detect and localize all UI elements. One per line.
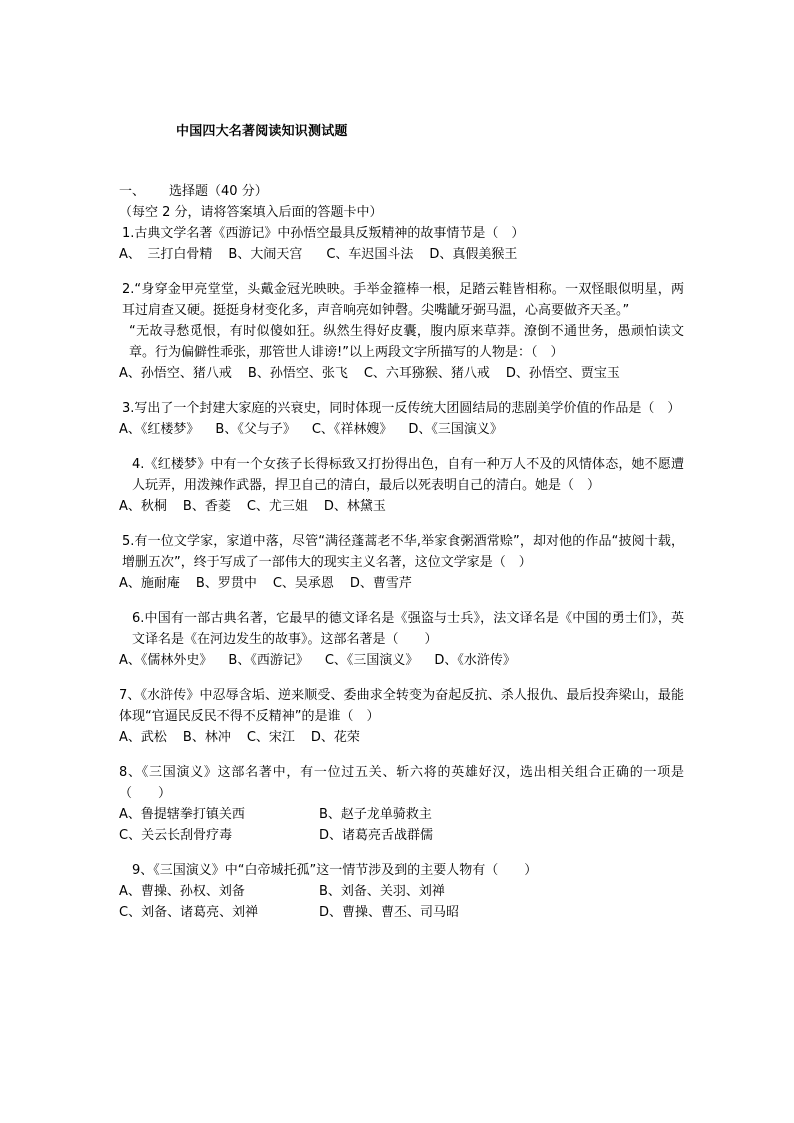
question-8-options (119, 804, 684, 846)
section-heading (119, 181, 684, 202)
question-9-option-c: C、刘备、诸葛亮、刘禅 (119, 905, 259, 920)
question-2-options (119, 363, 684, 384)
question-9-options (119, 881, 684, 923)
question-9-option-d: D、曹操、曹丕、司马昭 (319, 905, 460, 920)
question-4-option-c: C、尤三姐 (246, 499, 308, 514)
question-7-option-a: A、武松 (119, 730, 167, 745)
question-3-options (119, 419, 684, 440)
question-1-option-d: D、真假美猴王 (429, 247, 518, 262)
question-8-option-c: C、关云长刮骨疗毒 (119, 828, 233, 843)
question-3-option-d: D、《三国演义》 (408, 422, 503, 437)
question-6-option-d: D、《水浒传》 (434, 653, 516, 668)
question-1-options (119, 244, 684, 265)
question-1-option-b: B、大闹天宫 (228, 247, 303, 262)
question-2-option-c: C、六耳猕猴、猪八戒 (363, 366, 490, 381)
question-3-option-a: A、《红楼梦》 (119, 422, 200, 437)
question-4-options (119, 496, 684, 517)
question-3-option-c: C、《祥林嫂》 (311, 422, 393, 437)
question-2-option-b: B、孙悟空、张飞 (247, 366, 348, 381)
question-6-option-c: C、《三国演义》 (324, 653, 419, 668)
question-5-options (119, 573, 684, 594)
question-1-option-a: A、 三打白骨精 (119, 247, 213, 262)
question-9-stem: 9、《三国演义》中“白帝城托孤”这一情节涉及到的主要人物有（ ） (132, 863, 538, 878)
question-2-stem-continued: “无故寻愁觅恨，有时似傻如狂。纵然生得好皮囊，腹内原来草莽。潦倒不通世务，愚顽怕读文章。行为偏僻性乖张，那管世人诽谤!”以上两段文字所描写的人物是：（ ） (129, 324, 684, 360)
section-note: （每空 2 分，请将答案填入后面的答题卡中） (119, 205, 383, 220)
question-5-option-c: C、吴承恩 (272, 576, 334, 591)
question-5-option-b: B、罗贯中 (195, 576, 257, 591)
question-4-option-d: D、林黛玉 (323, 499, 386, 514)
question-9-option-b: B、刘备、关羽、刘禅 (319, 884, 445, 899)
question-8-option-b: B、赵子龙单骑救主 (319, 807, 432, 822)
question-5-option-d: D、曹雪芹 (349, 576, 412, 591)
question-1-option-c: C、车迟国斗法 (326, 247, 414, 262)
question-5-option-a: A、施耐庵 (119, 576, 180, 591)
question-7-stem: 7、《水浒传》中忍辱含垢、逆来顺受、委曲求全转变为奋起反抗、杀人报仇、最后投奔梁山，最能体现“官逼民反民不得不反精神”的是谁（ ） (119, 688, 684, 724)
question-6-option-a: A、《儒林外史》 (119, 653, 213, 668)
question-8-stem: 8、《三国演义》这部名著中，有一位过五关、斩六将的英雄好汉，选出相关组合正确的一项是（ ） (119, 765, 684, 801)
question-7-option-d: D、花荣 (310, 730, 360, 745)
question-4-option-b: B、香菱 (182, 499, 231, 514)
section-name: 选择题（40 分） (169, 184, 268, 199)
question-2-stem: 2.“身穿金甲亮堂堂，头戴金冠光映映。手举金箍棒一根，足踏云鞋皆相称。一双怪眼似明星，两耳过肩查又硬。挺挺身材变化多，声音响亮如钟磬。尖嘴龇牙弼马温，心高要做齐天圣。” (122, 282, 684, 318)
question-7-options (119, 727, 684, 748)
question-6-option-b: B、《西游记》 (228, 653, 309, 668)
document-title: 中国四大名著阅读知识测试题 (176, 124, 348, 139)
question-6-stem: 6.中国有一部古典名著，它最早的德文译名是《强盗与士兵》，法文译名是《中国的勇士们》，英文译名是《在河边发生的故事》。这部名著是（ ） (132, 611, 684, 647)
question-8-option-a: A、鲁提辖拳打镇关西 (119, 807, 245, 822)
question-1-stem: 1.古典文学名著《西游记》中孙悟空最具反叛精神的故事情节是（ ） (122, 226, 525, 241)
question-4-option-a: A、秋桐 (119, 499, 167, 514)
question-5-stem: 5.有一位文学家，家道中落，尽管“满径蓬蒿老不华,举家食粥酒常赊”，却对他的作品“披阅十载，增删五次”，终于写成了一部伟大的现实主义名著，这位文学家是（ ） (122, 534, 684, 570)
question-7-option-c: C、宋江 (246, 730, 295, 745)
section-number: 一、 (119, 184, 146, 199)
question-6-options (119, 650, 684, 671)
question-4-stem: 4.《红楼梦》中有一个女孩子长得标致又打扮得出色，自有一种万人不及的风情体态，她不愿遭人玩弄，用泼辣作武器，捍卫自己的清白，最后以死表明自己的清白。她是（ ） (132, 457, 684, 493)
question-9-option-a: A、曹操、孙权、刘备 (119, 884, 245, 899)
question-3-option-b: B、《父与子》 (215, 422, 296, 437)
question-7-option-b: B、林冲 (182, 730, 231, 745)
question-8-option-d: D、诸葛亮舌战群儒 (319, 828, 434, 843)
question-3-stem: 3.写出了一个封建大家庭的兴衰史，同时体现一反传统大团圆结局的悲剧美学价值的作品是（ ） (122, 401, 681, 416)
question-2-option-a: A、孙悟空、猪八戒 (119, 366, 232, 381)
document-body (119, 181, 684, 923)
question-2-option-d: D、孙悟空、贾宝玉 (505, 366, 620, 381)
